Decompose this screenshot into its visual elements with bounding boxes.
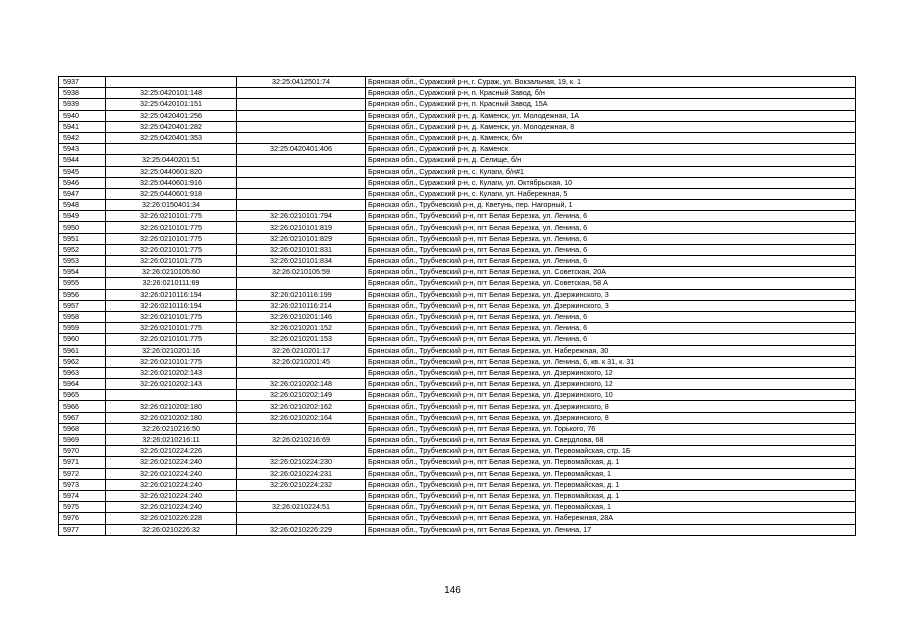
- cadastral-number-cell: 32:26:0210101:819: [237, 222, 366, 233]
- parent-cadastral-number-cell: 32:25:0420401:282: [106, 121, 237, 132]
- table-row: [59, 446, 856, 457]
- table-row: [59, 233, 856, 244]
- cadastral-number-cell: [237, 423, 366, 434]
- cadastral-number-cell: 32:25:0420401:406: [237, 144, 366, 155]
- address-cell: Брянская обл., Суражский р-н, д. Каменск, ул. Молодежная, 8: [366, 121, 856, 132]
- parent-cadastral-number-cell: 32:26:0210101:775: [106, 256, 237, 267]
- table-row: [59, 77, 856, 88]
- table-row: [59, 356, 856, 367]
- table-row: [59, 121, 856, 132]
- table-row: [59, 211, 856, 222]
- parent-cadastral-number-cell: 32:26:0210101:775: [106, 356, 237, 367]
- address-cell: Брянская обл., Трубчевский р-н, пгт Белая Березка, ул. Первомайская, д. 1: [366, 490, 856, 501]
- parent-cadastral-number-cell: 32:26:0210111:69: [106, 278, 237, 289]
- row-number-cell: 5970: [59, 446, 106, 457]
- parent-cadastral-number-cell: 32:26:0210116:194: [106, 300, 237, 311]
- address-cell: Брянская обл., Трубчевский р-н, пгт Белая Березка, ул. Ленина, 6: [366, 233, 856, 244]
- parent-cadastral-number-cell: 32:26:0210101:775: [106, 311, 237, 322]
- table-row: [59, 490, 856, 501]
- cadastral-number-cell: [237, 188, 366, 199]
- cadastral-number-cell: [237, 278, 366, 289]
- row-number-cell: 5959: [59, 323, 106, 334]
- row-number-cell: 5975: [59, 502, 106, 513]
- row-number-cell: 5967: [59, 412, 106, 423]
- cadastral-number-cell: 32:26:0210202:164: [237, 412, 366, 423]
- page-number: 146: [444, 585, 461, 596]
- table-row: [59, 311, 856, 322]
- row-number-cell: 5944: [59, 155, 106, 166]
- table-row: [59, 99, 856, 110]
- address-cell: Брянская обл., Трубчевский р-н, пгт Белая Березка, ул. Советская, 20А: [366, 267, 856, 278]
- registry-table: [58, 76, 856, 536]
- cadastral-number-cell: 32:26:0210101:829: [237, 233, 366, 244]
- cadastral-number-cell: [237, 132, 366, 143]
- parent-cadastral-number-cell: 32:26:0210224:240: [106, 479, 237, 490]
- row-number-cell: 5952: [59, 244, 106, 255]
- parent-cadastral-number-cell: 32:26:0210224:240: [106, 468, 237, 479]
- address-cell: Брянская обл., Трубчевский р-н, пгт Белая Березка, ул. Дзержинского, 8: [366, 412, 856, 423]
- cadastral-number-cell: [237, 446, 366, 457]
- cadastral-number-cell: 32:26:0210201:152: [237, 323, 366, 334]
- row-number-cell: 5962: [59, 356, 106, 367]
- row-number-cell: 5974: [59, 490, 106, 501]
- address-cell: Брянская обл., Суражский р-н, д. Селище, б/н: [366, 155, 856, 166]
- cadastral-number-cell: 32:26:0210201:45: [237, 356, 366, 367]
- parent-cadastral-number-cell: 32:26:0210224:240: [106, 457, 237, 468]
- address-cell: Брянская обл., Трубчевский р-н, пгт Белая Березка, ул. Свердлова, 68: [366, 435, 856, 446]
- row-number-cell: 5948: [59, 200, 106, 211]
- parent-cadastral-number-cell: 32:25:0440201:51: [106, 155, 237, 166]
- parent-cadastral-number-cell: 32:25:0420101:151: [106, 99, 237, 110]
- address-cell: Брянская обл., Трубчевский р-н, пгт Белая Березка, ул. Ленина, 6, кв. к 31, к. 31: [366, 356, 856, 367]
- table-row: [59, 390, 856, 401]
- table-row: [59, 502, 856, 513]
- table-row: [59, 110, 856, 121]
- cadastral-number-cell: [237, 121, 366, 132]
- table-row: [59, 278, 856, 289]
- row-number-cell: 5954: [59, 267, 106, 278]
- row-number-cell: 5973: [59, 479, 106, 490]
- address-cell: Брянская обл., Трубчевский р-н, пгт Белая Березка, ул. Дзержинского, 3: [366, 300, 856, 311]
- table-row: [59, 323, 856, 334]
- row-number-cell: 5956: [59, 289, 106, 300]
- cadastral-number-cell: 32:26:0210224:231: [237, 468, 366, 479]
- table-row: [59, 334, 856, 345]
- address-cell: Брянская обл., Трубчевский р-н, пгт Белая Березка, ул. Ленина, 17: [366, 524, 856, 535]
- cadastral-number-cell: [237, 177, 366, 188]
- parent-cadastral-number-cell: 32:25:0440601:918: [106, 188, 237, 199]
- table-row: [59, 132, 856, 143]
- parent-cadastral-number-cell: [106, 390, 237, 401]
- table-row: [59, 244, 856, 255]
- row-number-cell: 5940: [59, 110, 106, 121]
- parent-cadastral-number-cell: 32:26:0210101:775: [106, 323, 237, 334]
- address-cell: Брянская обл., Трубчевский р-н, пгт Белая Березка, ул. Дзержинского, 12: [366, 367, 856, 378]
- address-cell: Брянская обл., Трубчевский р-н, пгт Белая Березка, ул. Ленина, 6: [366, 323, 856, 334]
- row-number-cell: 5939: [59, 99, 106, 110]
- table-row: [59, 300, 856, 311]
- cadastral-number-cell: 32:26:0210202:148: [237, 379, 366, 390]
- table-row: [59, 289, 856, 300]
- table-row: [59, 513, 856, 524]
- address-cell: Брянская обл., Трубчевский р-н, пгт Белая Березка, ул. Ленина, 6: [366, 211, 856, 222]
- row-number-cell: 5968: [59, 423, 106, 434]
- parent-cadastral-number-cell: 32:26:0210226:32: [106, 524, 237, 535]
- cadastral-number-cell: [237, 513, 366, 524]
- parent-cadastral-number-cell: 32:25:0420401:353: [106, 132, 237, 143]
- address-cell: Брянская обл., Трубчевский р-н, пгт Белая Березка, ул. Дзержинского, 10: [366, 390, 856, 401]
- registry-table-body: [59, 77, 856, 536]
- row-number-cell: 5942: [59, 132, 106, 143]
- table-row: [59, 222, 856, 233]
- parent-cadastral-number-cell: 32:26:0210101:775: [106, 222, 237, 233]
- address-cell: Брянская обл., Суражский р-н, с. Кулаги, ул. Октябрьская, 10: [366, 177, 856, 188]
- address-cell: Брянская обл., Трубчевский р-н, пгт Белая Березка, ул. Набережная, 28А: [366, 513, 856, 524]
- cadastral-number-cell: 32:26:0210224:232: [237, 479, 366, 490]
- cadastral-number-cell: 32:26:0210202:162: [237, 401, 366, 412]
- address-cell: Брянская обл., Трубчевский р-н, пгт Белая Березка, ул. Ленина, 6: [366, 222, 856, 233]
- parent-cadastral-number-cell: 32:26:0210224:240: [106, 490, 237, 501]
- table-row: [59, 423, 856, 434]
- row-number-cell: 5950: [59, 222, 106, 233]
- row-number-cell: 5969: [59, 435, 106, 446]
- row-number-cell: 5957: [59, 300, 106, 311]
- cadastral-number-cell: 32:26:0210201:153: [237, 334, 366, 345]
- cadastral-number-cell: 32:26:0210202:149: [237, 390, 366, 401]
- address-cell: Брянская обл., Трубчевский р-н, пгт Белая Березка, ул. Ленина, 6: [366, 256, 856, 267]
- row-number-cell: 5972: [59, 468, 106, 479]
- table-row: [59, 166, 856, 177]
- table-row: [59, 468, 856, 479]
- address-cell: Брянская обл., Трубчевский р-н, пгт Белая Березка, ул. Дзержинского, 3: [366, 289, 856, 300]
- address-cell: Брянская обл., Трубчевский р-н, пгт Белая Березка, ул. Первомайская, 1: [366, 468, 856, 479]
- parent-cadastral-number-cell: 32:26:0210201:16: [106, 345, 237, 356]
- parent-cadastral-number-cell: [106, 144, 237, 155]
- address-cell: Брянская обл., Суражский р-н, п. Красный Завод, б/н: [366, 88, 856, 99]
- table-row: [59, 256, 856, 267]
- parent-cadastral-number-cell: 32:26:0150401:34: [106, 200, 237, 211]
- parent-cadastral-number-cell: [106, 77, 237, 88]
- address-cell: Брянская обл., Трубчевский р-н, пгт Белая Березка, ул. Первомайская, 1: [366, 502, 856, 513]
- parent-cadastral-number-cell: 32:26:0210202:143: [106, 379, 237, 390]
- parent-cadastral-number-cell: 32:26:0210224:240: [106, 502, 237, 513]
- address-cell: Брянская обл., Суражский р-н, д. Каменск, б/н: [366, 132, 856, 143]
- cadastral-number-cell: [237, 200, 366, 211]
- cadastral-number-cell: [237, 367, 366, 378]
- cadastral-number-cell: 32:26:0210216:69: [237, 435, 366, 446]
- address-cell: Брянская обл., Трубчевский р-н, д. Кветунь, пер. Нагорный, 1: [366, 200, 856, 211]
- row-number-cell: 5958: [59, 311, 106, 322]
- row-number-cell: 5946: [59, 177, 106, 188]
- address-cell: Брянская обл., Суражский р-н, с. Кулаги, б/н#1: [366, 166, 856, 177]
- row-number-cell: 5951: [59, 233, 106, 244]
- address-cell: Брянская обл., Суражский р-н, г. Сураж, ул. Вокзальная, 19, к. 1: [366, 77, 856, 88]
- cadastral-number-cell: 32:26:0210105:59: [237, 267, 366, 278]
- row-number-cell: 5961: [59, 345, 106, 356]
- row-number-cell: 5953: [59, 256, 106, 267]
- parent-cadastral-number-cell: 32:26:0210101:775: [106, 233, 237, 244]
- row-number-cell: 5964: [59, 379, 106, 390]
- address-cell: Брянская обл., Трубчевский р-н, пгт Белая Березка, ул. Горького, 76: [366, 423, 856, 434]
- address-cell: Брянская обл., Трубчевский р-н, пгт Белая Березка, ул. Первомайская, д. 1: [366, 479, 856, 490]
- parent-cadastral-number-cell: 32:25:0420101:148: [106, 88, 237, 99]
- row-number-cell: 5941: [59, 121, 106, 132]
- cadastral-number-cell: 32:26:0210101:834: [237, 256, 366, 267]
- cadastral-number-cell: 32:26:0210116:214: [237, 300, 366, 311]
- address-cell: Брянская обл., Трубчевский р-н, пгт Белая Березка, ул. Ленина, 6: [366, 334, 856, 345]
- parent-cadastral-number-cell: 32:26:0210216:11: [106, 435, 237, 446]
- parent-cadastral-number-cell: 32:26:0210202:180: [106, 401, 237, 412]
- parent-cadastral-number-cell: 32:26:0210224:226: [106, 446, 237, 457]
- parent-cadastral-number-cell: 32:25:0440601:820: [106, 166, 237, 177]
- table-row: [59, 144, 856, 155]
- cadastral-number-cell: [237, 110, 366, 121]
- row-number-cell: 5960: [59, 334, 106, 345]
- address-cell: Брянская обл., Трубчевский р-н, пгт Белая Березка, ул. Набережная, 30: [366, 345, 856, 356]
- address-cell: Брянская обл., Суражский р-н, д. Каменск: [366, 144, 856, 155]
- address-cell: Брянская обл., Трубчевский р-н, пгт Белая Березка, ул. Ленина, 6: [366, 311, 856, 322]
- cadastral-number-cell: [237, 88, 366, 99]
- row-number-cell: 5963: [59, 367, 106, 378]
- address-cell: Брянская обл., Трубчевский р-н, пгт Белая Березка, ул. Первомайская, д. 1: [366, 457, 856, 468]
- cadastral-number-cell: 32:26:0210224:51: [237, 502, 366, 513]
- cadastral-number-cell: 32:26:0210201:146: [237, 311, 366, 322]
- table-row: [59, 88, 856, 99]
- table-row: [59, 200, 856, 211]
- parent-cadastral-number-cell: 32:25:0420401:256: [106, 110, 237, 121]
- address-cell: Брянская обл., Суражский р-н, с. Кулаги, ул. Набережная, 5: [366, 188, 856, 199]
- address-cell: Брянская обл., Трубчевский р-н, пгт Белая Березка, ул. Дзержинского, 8: [366, 401, 856, 412]
- address-cell: Брянская обл., Трубчевский р-н, пгт Белая Березка, ул. Дзержинского, 12: [366, 379, 856, 390]
- address-cell: Брянская обл., Трубчевский р-н, пгт Белая Березка, ул. Советская, 58 А: [366, 278, 856, 289]
- table-row: [59, 188, 856, 199]
- cadastral-number-cell: [237, 490, 366, 501]
- cadastral-number-cell: 32:26:0210116:199: [237, 289, 366, 300]
- row-number-cell: 5977: [59, 524, 106, 535]
- table-row: [59, 457, 856, 468]
- table-row: [59, 345, 856, 356]
- row-number-cell: 5971: [59, 457, 106, 468]
- table-row: [59, 267, 856, 278]
- parent-cadastral-number-cell: 32:26:0210216:50: [106, 423, 237, 434]
- cadastral-number-cell: 32:26:0210101:794: [237, 211, 366, 222]
- row-number-cell: 5949: [59, 211, 106, 222]
- address-cell: Брянская обл., Трубчевский р-н, пгт Белая Березка, ул. Ленина, 6: [366, 244, 856, 255]
- cadastral-number-cell: 32:26:0210224:230: [237, 457, 366, 468]
- table-row: [59, 479, 856, 490]
- row-number-cell: 5955: [59, 278, 106, 289]
- table-row: [59, 524, 856, 535]
- table-row: [59, 379, 856, 390]
- row-number-cell: 5965: [59, 390, 106, 401]
- parent-cadastral-number-cell: 32:26:0210202:143: [106, 367, 237, 378]
- cadastral-number-cell: 32:26:0210101:831: [237, 244, 366, 255]
- cadastral-number-cell: 32:26:0210226:229: [237, 524, 366, 535]
- table-row: [59, 435, 856, 446]
- row-number-cell: 5945: [59, 166, 106, 177]
- table-row: [59, 177, 856, 188]
- address-cell: Брянская обл., Суражский р-н, д. Каменск, ул. Молодежная, 1А: [366, 110, 856, 121]
- table-row: [59, 155, 856, 166]
- address-cell: Брянская обл., Суражский р-н, п. Красный Завод, 15А: [366, 99, 856, 110]
- cadastral-number-cell: [237, 166, 366, 177]
- parent-cadastral-number-cell: 32:26:0210101:775: [106, 211, 237, 222]
- table-row: [59, 367, 856, 378]
- parent-cadastral-number-cell: 32:26:0210105:60: [106, 267, 237, 278]
- parent-cadastral-number-cell: 32:25:0440601:916: [106, 177, 237, 188]
- row-number-cell: 5966: [59, 401, 106, 412]
- table-row: [59, 401, 856, 412]
- cadastral-number-cell: [237, 99, 366, 110]
- parent-cadastral-number-cell: 32:26:0210226:228: [106, 513, 237, 524]
- parent-cadastral-number-cell: 32:26:0210202:180: [106, 412, 237, 423]
- address-cell: Брянская обл., Трубчевский р-н, пгт Белая Березка, ул. Первомайская, стр. 1Б: [366, 446, 856, 457]
- row-number-cell: 5947: [59, 188, 106, 199]
- cadastral-number-cell: 32:25:0412501:74: [237, 77, 366, 88]
- row-number-cell: 5943: [59, 144, 106, 155]
- row-number-cell: 5937: [59, 77, 106, 88]
- table-row: [59, 412, 856, 423]
- parent-cadastral-number-cell: 32:26:0210116:194: [106, 289, 237, 300]
- parent-cadastral-number-cell: 32:26:0210101:775: [106, 244, 237, 255]
- cadastral-number-cell: 32:26:0210201:17: [237, 345, 366, 356]
- cadastral-number-cell: [237, 155, 366, 166]
- row-number-cell: 5938: [59, 88, 106, 99]
- parent-cadastral-number-cell: 32:26:0210101:775: [106, 334, 237, 345]
- row-number-cell: 5976: [59, 513, 106, 524]
